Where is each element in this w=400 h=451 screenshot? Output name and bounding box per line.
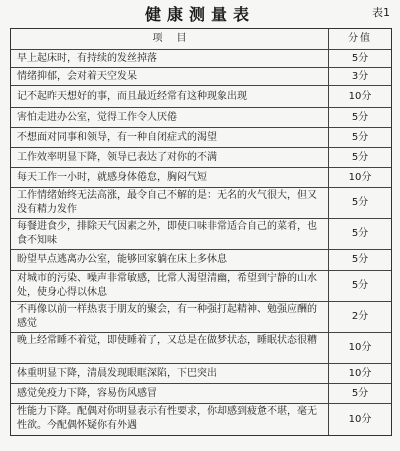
row-score: 5分 <box>351 280 369 291</box>
table-row <box>11 249 391 270</box>
row-score: 10分 <box>348 171 372 183</box>
header-score: 分值 <box>348 33 372 44</box>
row-item: 不再像以前一样热衷于朋友的聚会，有一种强打起精神、勉强应酬的感觉 <box>11 302 329 332</box>
table-row <box>11 107 391 127</box>
page-title: 健康测量表 <box>144 5 255 24</box>
table-row <box>11 49 391 67</box>
header <box>0 0 400 28</box>
table-header-row <box>11 29 391 49</box>
row-score: 5分 <box>351 131 369 143</box>
row-item: 感觉免疫力下降，容易伤风感冒 <box>11 384 329 403</box>
table-row <box>11 127 391 147</box>
row-item: 盼望早点逃离办公室，能够回家躺在床上多休息 <box>11 250 329 270</box>
row-item: 害怕走进办公室，觉得工作令人厌倦 <box>11 108 329 127</box>
row-item: 早上起床时，有持续的发丝掉落 <box>11 50 329 67</box>
header-item: 项 目 <box>11 29 329 49</box>
row-item: 不想面对同事和领导，有一种自闭症式的渴望 <box>11 128 329 147</box>
table-row <box>11 363 391 383</box>
row-score: 5分 <box>351 111 369 123</box>
row-score: 5分 <box>351 387 369 399</box>
table-number: 表1 <box>372 6 390 19</box>
row-score: 10分 <box>348 90 372 102</box>
row-score: 5分 <box>351 151 369 163</box>
row-score: 5分 <box>351 52 369 64</box>
table-row <box>11 403 391 435</box>
health-table <box>10 28 392 436</box>
table-row <box>11 218 391 249</box>
row-item: 体重明显下降，清晨发现眼眶深陷，下巴突出 <box>11 364 329 383</box>
row-score: 10分 <box>348 413 372 425</box>
table-row <box>11 301 391 332</box>
row-item: 每天工作一小时，就感身体倦怠，胸闷气短 <box>11 168 329 187</box>
row-score: 3分 <box>351 70 369 82</box>
row-score: 10分 <box>348 342 372 353</box>
row-item: 性能力下降。配偶对你明显表示有性要求，你却感到疲惫不堪，毫无性欲。今配偶怀疑你有外遇 <box>11 404 329 435</box>
table-row <box>11 167 391 187</box>
row-item: 对城市的污染、噪声非常敏感，比常人渴望清幽，希望到宁静的山水处，使身心得以休息 <box>11 271 329 301</box>
table-row <box>11 332 391 363</box>
table-row <box>11 270 391 301</box>
row-score: 5分 <box>351 254 369 265</box>
table-row <box>11 383 391 403</box>
row-score: 5分 <box>351 228 369 239</box>
table-row <box>11 187 391 218</box>
table-row <box>11 67 391 85</box>
row-score: 10分 <box>348 367 372 379</box>
row-item: 晚上经常睡不着觉，即使睡着了，又总是在做梦状态，睡眠状态很糟 <box>11 333 329 363</box>
row-item: 工作效率明显下降，领导已表达了对你的不满 <box>11 148 329 167</box>
table-row <box>11 85 391 107</box>
table-row <box>11 147 391 167</box>
row-score: 5分 <box>351 197 369 208</box>
row-item: 情绪抑郁，会对着天空发呆 <box>11 68 329 85</box>
row-item: 工作情绪始终无法高涨，最令自己不解的是：无名的火气很大，但又没有精力发作 <box>11 188 329 218</box>
row-score: 2分 <box>351 311 369 322</box>
row-item: 记不起昨天想好的事，而且最近经常有这种现象出现 <box>11 86 329 107</box>
row-item: 每餐进食少，排除天气因素之外，即使口味非常适合自己的菜肴，也食不知味 <box>11 219 329 249</box>
